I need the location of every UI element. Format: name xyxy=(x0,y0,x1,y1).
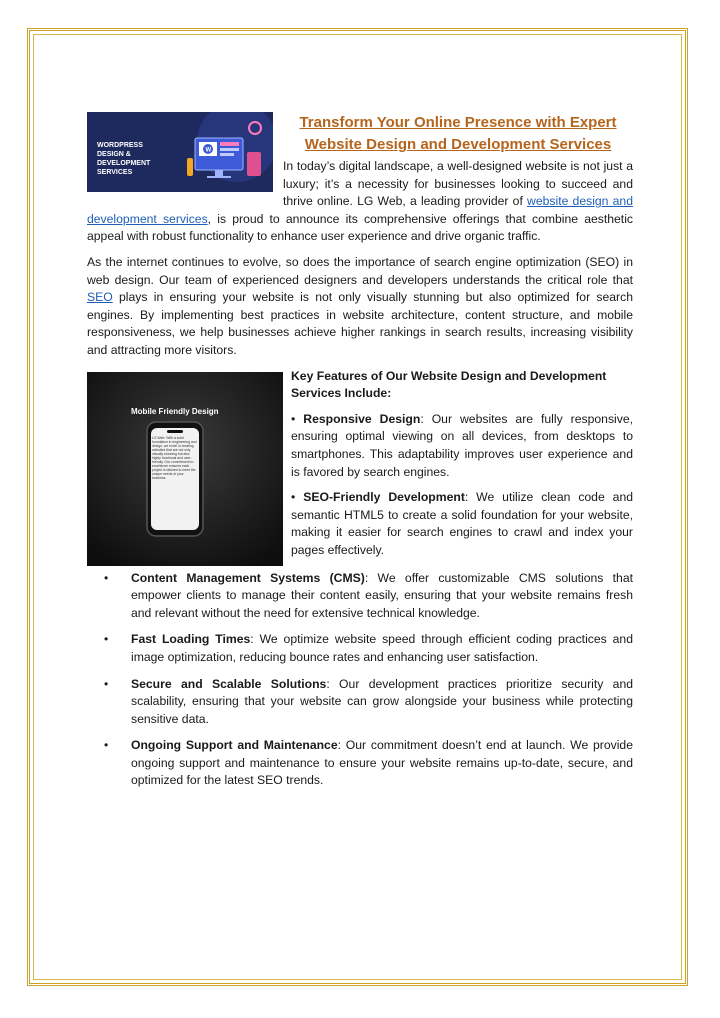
seo-paragraph xyxy=(87,254,633,360)
phone-screen-text: LG Web: With a solid foundation in engineering and design, we excel in creating websites that are not only visually stunning but also highly functional and user-friendly. Our commitment to excellence ensures each project is tailored to meet the unique needs of your business. xyxy=(152,435,197,480)
wordpress-banner-image xyxy=(87,112,273,192)
bullet-icon: • xyxy=(104,676,109,691)
feature-name: Fast Loading Times xyxy=(131,632,251,647)
list-item xyxy=(87,631,633,666)
intro-text-1: In today’s digital landscape, a well-designed website is not just a luxury; it’s a necessity for businesses looking to succeed and thrive online. LG Web, a leading provider of xyxy=(283,159,633,209)
feature-list xyxy=(87,570,633,791)
seo-text-1: As the internet continues to evolve, so does the importance of search engine optimization (SEO) in web design. Our team of experienced designers and developers understands the critical role that xyxy=(87,254,633,287)
document-body xyxy=(87,112,633,799)
bullet-icon: • xyxy=(291,411,296,426)
banner-line-2: DESIGN & xyxy=(97,151,131,158)
svg-text:W: W xyxy=(205,147,212,154)
feature-name: Secure and Scalable Solutions xyxy=(131,676,327,691)
website-design-link[interactable]: website design and development services xyxy=(87,194,633,226)
features-title: Key Features of Our Website Design and Development Services Include: xyxy=(291,368,607,401)
list-item xyxy=(87,737,633,790)
list-item xyxy=(87,676,633,729)
feature-name: SEO-Friendly Development xyxy=(303,490,465,505)
seo-text-2: plays in ensuring your website is not only visually stunning but also optimized for search engines. By implementing best practices in website architecture, content structure, and mobile responsiveness, we help businesses achieve higher rankings in search results, increasing visibility and attracting more visitors. xyxy=(87,290,633,357)
banner-line-1: WORDPRESS xyxy=(97,142,143,149)
feature-name: Content Management Systems (CMS) xyxy=(131,570,365,585)
mobile-image-title: Mobile Friendly Design xyxy=(131,406,219,416)
feature-desc: : Our commitment doesn’t end at launch. We provide ongoing support and maintenance to ensure your website remains up-to-date, secure, and optimized for the latest SEO trends. xyxy=(131,738,633,788)
feature-name: Ongoing Support and Maintenance xyxy=(131,738,338,753)
page-title-line-2: Website Design and Development Services xyxy=(304,136,612,153)
banner-line-3: DEVELOPMENT xyxy=(97,160,151,167)
feature-desc: : We optimize website speed through efficient coding practices and image optimization, reducing bounce rates and enhancing user satisfaction. xyxy=(131,632,633,664)
bullet-icon: • xyxy=(104,738,109,753)
bullet-icon: • xyxy=(104,632,109,647)
mobile-friendly-design-image xyxy=(87,372,283,566)
seo-link[interactable]: SEO xyxy=(87,290,113,305)
bullet-icon: • xyxy=(104,570,109,585)
list-item xyxy=(87,570,633,623)
intro-text-2: , is proud to announce its comprehensive offerings that combine aesthetic appeal with robust functionality to enhance user experience and drive organic traffic. xyxy=(87,211,633,244)
feature-name: Responsive Design xyxy=(303,411,421,426)
smartphone-icon xyxy=(147,422,203,536)
banner-line-4: SERVICES xyxy=(97,169,133,176)
feature-desc: : We offer customizable CMS solutions that empower clients to manage their content easily, ensuring that your website remains fresh and relevant without the need for extensive technical knowledge. xyxy=(131,570,633,620)
page-title-line-1: Transform Your Online Presence with Expert xyxy=(299,114,617,131)
bullet-icon: • xyxy=(291,490,296,505)
feature-desc: : We utilize clean code and semantic HTML5 to create a solid foundation for your website, making it easier for search engines to crawl and index your pages effectively. xyxy=(291,490,633,557)
feature-desc: : Our websites are fully responsive, ensuring optimal viewing on all devices, from desktops to smartphones. This adaptability improves user experience and is favored by search engines. xyxy=(291,411,634,479)
feature-desc: : Our development practices prioritize security and scalability, ensuring that your website can grow alongside your business while protecting sensitive data. xyxy=(131,676,634,726)
